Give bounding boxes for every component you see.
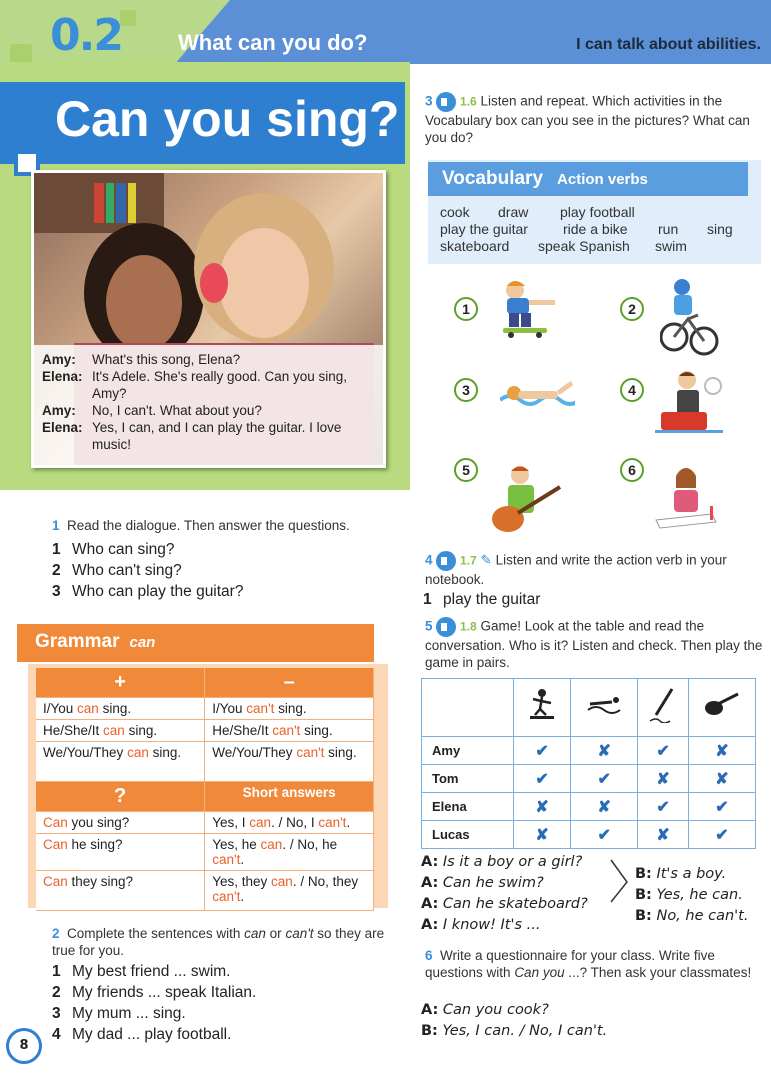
picture-number-5: 5 xyxy=(454,458,478,482)
picture-number-2: 2 xyxy=(620,297,644,321)
skateboard-icon xyxy=(514,679,571,737)
dialogue-box xyxy=(34,345,383,466)
exercise-1-instruction xyxy=(52,518,392,533)
skateboard-illustration xyxy=(485,278,575,338)
mark-cell: ✘ xyxy=(514,821,571,849)
vocab-word: skateboard xyxy=(440,238,510,254)
table-row xyxy=(422,821,756,849)
guitar-icon xyxy=(688,679,755,737)
mark-cell: ✘ xyxy=(638,821,689,849)
exercise-3-instruction xyxy=(425,92,763,146)
item-text: Who can play the guitar? xyxy=(72,583,244,600)
exercise-number: 1 xyxy=(52,518,60,533)
short-answers-header: Short answers xyxy=(205,782,374,812)
item-number: 2 xyxy=(52,562,61,579)
vocab-word: cook xyxy=(440,204,470,220)
grammar-cell: Can they sing? xyxy=(36,871,205,911)
mark-cell: ✔ xyxy=(571,821,638,849)
mark-cell: ✔ xyxy=(514,765,571,793)
unit-goal: I can talk about abilities. xyxy=(576,36,761,53)
grammar-cell: Can you sing? xyxy=(36,812,205,834)
mark-cell: ✔ xyxy=(688,821,755,849)
exercise-number: 4 xyxy=(425,552,433,568)
vocabulary-title: Vocabulary xyxy=(442,168,544,189)
page-number: 8 xyxy=(6,1028,42,1064)
abilities-table xyxy=(421,678,756,849)
pencil-drawing-icon xyxy=(638,679,689,737)
list-item: 1 My best friend ... swim. xyxy=(52,963,231,980)
grammar-header xyxy=(17,624,374,662)
item-text: Who can't sing? xyxy=(72,562,182,579)
conversation-line: A: I know! It's ... xyxy=(421,917,541,933)
exercise-number: 3 xyxy=(425,93,433,109)
grammar-title: Grammar xyxy=(35,631,120,652)
conversation-line: A: Can he skateboard? xyxy=(421,896,588,912)
grammar-cell: I/You can't sing. xyxy=(205,698,374,720)
swim-icon xyxy=(571,679,638,737)
track-number: 1.8 xyxy=(460,619,477,634)
grammar-cell: Can he sing? xyxy=(36,834,205,871)
dialogue-line xyxy=(42,419,375,453)
bike-illustration xyxy=(660,275,720,357)
instruction-text: Read the dialogue. Then answer the questions. xyxy=(67,518,350,533)
speaker: Amy: xyxy=(42,352,76,367)
exercise-2-instruction: 2 Complete the sentences with can or can't so they are true for you. xyxy=(52,926,385,958)
grammar-table xyxy=(36,668,374,911)
audio-icon[interactable] xyxy=(436,617,456,637)
vocab-word: speak Spanish xyxy=(538,238,630,254)
dialogue-line xyxy=(42,368,375,402)
bracket-icon xyxy=(609,858,631,922)
table-row xyxy=(422,765,756,793)
item-number: 1 xyxy=(52,541,61,558)
line-text: It's Adele. She's really good. Can you sing, Amy? xyxy=(92,369,348,401)
mark-cell: ✘ xyxy=(514,793,571,821)
cook-illustration xyxy=(655,368,725,436)
exercise-6-instruction: 6 Write a questionnaire for your class. Write five questions with Can you ...? Then ask your classmates! xyxy=(425,948,752,980)
list-item xyxy=(52,539,243,560)
list-item xyxy=(52,560,243,581)
item-text: play the guitar xyxy=(443,591,541,608)
instruction-text: Listen and repeat. Which activities in the Vocabulary box can you see in the pictures? What can you do? xyxy=(425,93,750,145)
conversation-line: A: Can he swim? xyxy=(421,875,544,891)
mark-cell: ✘ xyxy=(571,737,638,765)
grammar-cell: I/You can sing. xyxy=(36,698,205,720)
speaker: Elena: xyxy=(42,369,83,384)
mark-cell: ✔ xyxy=(638,793,689,821)
swim-illustration xyxy=(500,375,575,420)
mark-cell: ✔ xyxy=(514,737,571,765)
item-number: 1 xyxy=(423,591,432,608)
exercise-5-instruction xyxy=(425,617,763,671)
vocab-word: ride a bike xyxy=(563,221,628,237)
question-header: ? xyxy=(36,782,205,812)
list-item xyxy=(52,581,243,602)
grammar-cell: We/You/They can sing. xyxy=(36,742,205,782)
grammar-cell: He/She/It can't sing. xyxy=(205,720,374,742)
pencil-icon: ✎ xyxy=(480,552,492,568)
mark-cell: ✔ xyxy=(638,737,689,765)
item-number: 3 xyxy=(52,583,61,600)
conversation-b xyxy=(635,864,748,927)
mark-cell: ✘ xyxy=(688,765,755,793)
row-name: Amy xyxy=(422,737,514,765)
unit-title: What can you do? xyxy=(178,30,368,55)
conversation-line: B: Yes, he can. xyxy=(635,887,743,903)
mark-cell: ✔ xyxy=(688,793,755,821)
picture-number-3: 3 xyxy=(454,378,478,402)
item-text: Who can sing? xyxy=(72,541,175,558)
grammar-subtitle: can xyxy=(129,634,156,651)
mark-cell: ✘ xyxy=(638,765,689,793)
grammar-cell: Yes, they can. / No, they can't. xyxy=(205,871,374,911)
audio-icon[interactable] xyxy=(436,92,456,112)
vocab-word: run xyxy=(658,221,679,237)
exercise-4-instruction xyxy=(425,551,763,588)
conversation-line: B: It's a boy. xyxy=(635,866,727,882)
row-name: Elena xyxy=(422,793,514,821)
table-row xyxy=(422,793,756,821)
speaker: Amy: xyxy=(42,403,76,418)
exercise-6-example xyxy=(421,1000,607,1042)
grammar-cell: We/You/They can't sing. xyxy=(205,742,374,782)
line-text: What's this song, Elena? xyxy=(92,352,241,367)
vocab-word: play the guitar xyxy=(440,221,528,237)
vocab-word: sing xyxy=(707,221,733,237)
row-name: Lucas xyxy=(422,821,514,849)
dialogue-line xyxy=(42,402,375,419)
line-text: Yes, I can, and I can play the guitar. I love music! xyxy=(92,420,342,452)
exercise-1-items xyxy=(52,539,243,602)
conversation-line: A: Can you cook? xyxy=(421,1002,549,1018)
dialogue-line xyxy=(42,351,375,368)
list-item: 2 My friends ... speak Italian. xyxy=(52,984,257,1001)
table-row xyxy=(422,737,756,765)
exercise-2-items xyxy=(52,961,256,1045)
instruction-text: Game! Look at the table and read the conversation. Who is it? Listen and check. Then play the game in pairs. xyxy=(425,618,763,670)
picture-number-1: 1 xyxy=(454,297,478,321)
plus-header: + xyxy=(36,668,205,698)
list-item: 4 My dad ... play football. xyxy=(52,1026,232,1043)
mark-cell: ✔ xyxy=(571,765,638,793)
list-item: 3 My mum ... sing. xyxy=(52,1005,186,1022)
instruction-text: Listen and write the action verb in your notebook. xyxy=(425,552,727,587)
conversation-a xyxy=(421,852,588,936)
draw-illustration xyxy=(650,462,722,534)
row-name: Tom xyxy=(422,765,514,793)
mark-cell: ✘ xyxy=(571,793,638,821)
guitar-illustration xyxy=(488,463,568,538)
vocab-word: swim xyxy=(655,238,687,254)
track-number: 1.6 xyxy=(460,94,477,109)
grammar-cell: Yes, he can. / No, he can't. xyxy=(205,834,374,871)
decor-square xyxy=(120,10,136,26)
track-number: 1.7 xyxy=(460,553,477,568)
picture-number-6: 6 xyxy=(620,458,644,482)
vocab-word: draw xyxy=(498,204,529,220)
speaker: Elena: xyxy=(42,420,83,435)
mark-cell: ✘ xyxy=(688,737,755,765)
exercise-4-example xyxy=(423,589,540,610)
conversation-line: B: Yes, I can. / No, I can't. xyxy=(421,1023,608,1039)
vocabulary-header xyxy=(428,162,748,196)
grammar-cell: He/She/It can sing. xyxy=(36,720,205,742)
picture-number-4: 4 xyxy=(620,378,644,402)
minus-header: – xyxy=(205,668,374,698)
exercise-number: 5 xyxy=(425,618,433,634)
vocabulary-subtitle: Action verbs xyxy=(557,171,648,188)
conversation-line: B: No, he can't. xyxy=(635,908,749,924)
audio-icon[interactable] xyxy=(436,551,456,571)
table-corner xyxy=(422,679,514,737)
line-text: No, I can't. What about you? xyxy=(92,403,262,418)
vocab-word: play football xyxy=(560,204,635,220)
unit-number: 0.2 xyxy=(50,10,122,61)
exercise-number: 2 xyxy=(52,926,60,941)
conversation-line: A: Is it a boy or a girl? xyxy=(421,854,583,870)
lesson-title: Can you sing? xyxy=(55,91,400,147)
grammar-cell: Yes, I can. / No, I can't. xyxy=(205,812,374,834)
exercise-number: 6 xyxy=(425,948,433,963)
